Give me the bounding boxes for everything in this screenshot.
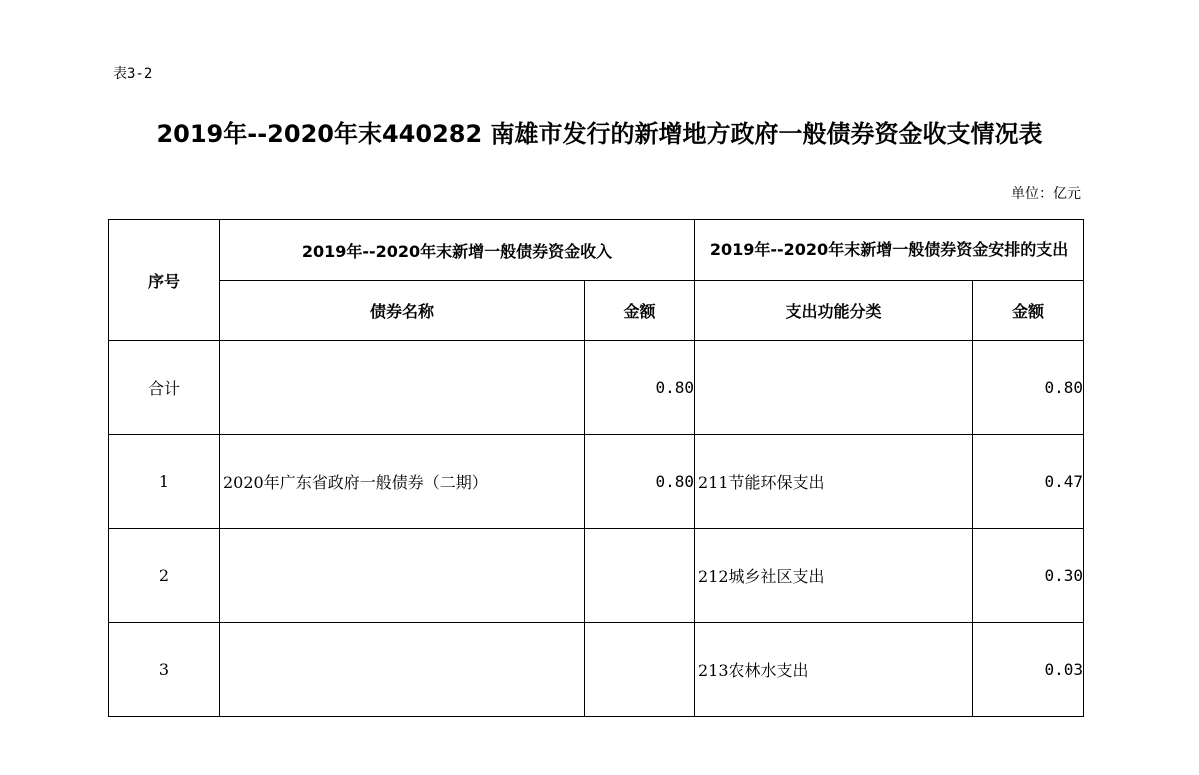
bond-fund-table — [108, 219, 1084, 717]
header-expense-amount: 金额 — [973, 281, 1084, 341]
row-index: 3 — [109, 623, 220, 717]
expense-amount-cell: 0.03 — [973, 623, 1084, 717]
bond-name-cell — [220, 529, 585, 623]
expense-category-cell — [695, 341, 973, 435]
income-amount-cell — [585, 623, 695, 717]
bond-name-cell — [220, 623, 585, 717]
bond-name-cell: 2020年广东省政府一般债券（二期） — [220, 435, 585, 529]
header-income-amount: 金额 — [585, 281, 695, 341]
expense-category-cell: 213农林水支出 — [695, 623, 973, 717]
header-index: 序号 — [109, 220, 220, 341]
expense-category-cell: 211节能环保支出 — [695, 435, 973, 529]
expense-amount-cell: 0.47 — [973, 435, 1084, 529]
income-amount-cell: 0.80 — [585, 435, 695, 529]
header-bond-name: 债券名称 — [220, 281, 585, 341]
expense-category-cell: 212城乡社区支出 — [695, 529, 973, 623]
income-amount-cell: 0.80 — [585, 341, 695, 435]
unit-label: 单位：亿元 — [1011, 186, 1081, 202]
table-row — [109, 623, 1084, 717]
header-row-columns — [109, 281, 1084, 341]
row-index: 合计 — [109, 341, 220, 435]
header-row-group — [109, 220, 1084, 281]
expense-amount-cell: 0.30 — [973, 529, 1084, 623]
table-row — [109, 435, 1084, 529]
page-title: 2019年--2020年末440282 南雄市发行的新增地方政府一般债券资金收支情况表 — [156, 120, 1043, 148]
row-index: 1 — [109, 435, 220, 529]
table-row — [109, 529, 1084, 623]
bond-name-cell — [220, 341, 585, 435]
header-expense-group: 2019年--2020年末新增一般债券资金安排的支出 — [695, 220, 1084, 281]
table-row-total — [109, 341, 1084, 435]
header-income-group: 2019年--2020年末新增一般债券资金收入 — [220, 220, 695, 281]
header-expense-category: 支出功能分类 — [695, 281, 973, 341]
row-index: 2 — [109, 529, 220, 623]
table-number: 表3-2 — [113, 66, 153, 82]
income-amount-cell — [585, 529, 695, 623]
expense-amount-cell: 0.80 — [973, 341, 1084, 435]
